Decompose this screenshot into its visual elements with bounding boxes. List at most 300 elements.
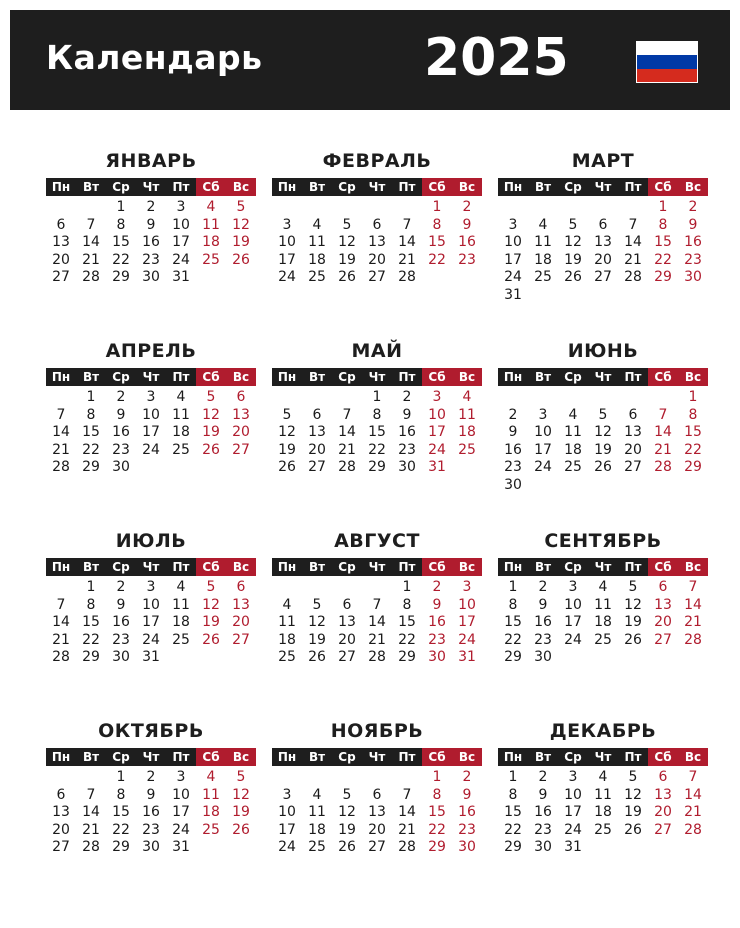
day-cell: 5 — [282, 406, 292, 423]
day-cell: 18 — [202, 234, 220, 250]
day-cell: 10 — [278, 804, 296, 820]
weekday-label: Ср — [332, 748, 362, 766]
day-cell: 21 — [52, 441, 70, 458]
day-cell: 7 — [342, 406, 352, 423]
weekday-header — [272, 748, 482, 766]
month-name: ЯНВАРЬ — [105, 150, 197, 172]
day-cell: 15 — [82, 614, 100, 630]
day-cell: 2 — [508, 406, 518, 423]
day-cell: 31 — [458, 649, 476, 665]
weekday-header — [272, 178, 482, 196]
day-cell: 17 — [278, 251, 296, 268]
day-cell: 30 — [142, 839, 160, 855]
weekday-label: Вт — [302, 558, 332, 576]
day-cell: 12 — [232, 216, 250, 233]
month-name: МАЙ — [351, 340, 403, 362]
day-cell: 9 — [116, 406, 126, 423]
day-cell: 28 — [338, 459, 356, 475]
month-block — [46, 338, 256, 528]
day-cell: 6 — [236, 389, 246, 405]
day-cell: 26 — [338, 269, 356, 285]
day-cell: 31 — [504, 286, 522, 303]
days-grid — [498, 199, 708, 304]
day-cell: 12 — [202, 596, 220, 613]
weekday-header — [498, 748, 708, 766]
day-cell: 12 — [594, 424, 612, 440]
day-cell: 9 — [538, 596, 548, 613]
day-cell: 24 — [142, 631, 160, 648]
day-cell: 9 — [402, 406, 412, 423]
empty-cell — [332, 199, 362, 217]
day-cell: 30 — [534, 839, 552, 855]
empty-cell — [588, 199, 618, 217]
day-cell: 6 — [598, 216, 608, 233]
day-cell: 16 — [534, 804, 552, 820]
day-cell: 27 — [368, 839, 386, 855]
day-cell: 14 — [82, 804, 100, 820]
day-cell: 6 — [236, 579, 246, 595]
day-cell: 2 — [462, 769, 472, 785]
day-cell: 20 — [232, 614, 250, 630]
day-cell: 18 — [202, 804, 220, 820]
day-cell: 19 — [232, 804, 250, 820]
weekday-label: Пн — [498, 368, 528, 386]
flag-stripe-white — [637, 42, 697, 55]
day-cell: 17 — [172, 234, 190, 250]
weekday-label: Пн — [272, 368, 302, 386]
days-grid — [46, 769, 256, 857]
weekday-label: Пт — [392, 368, 422, 386]
day-cell: 14 — [398, 234, 416, 250]
day-cell: 10 — [564, 596, 582, 613]
day-cell: 24 — [428, 441, 446, 458]
weekday-header — [272, 558, 482, 576]
day-cell: 24 — [172, 821, 190, 838]
weekday-header — [46, 178, 256, 196]
weekday-header — [46, 368, 256, 386]
day-cell: 3 — [146, 579, 156, 595]
header-bar — [10, 10, 730, 110]
weekday-label: Вт — [302, 368, 332, 386]
empty-cell — [272, 769, 302, 787]
month-block — [46, 528, 256, 718]
day-cell: 6 — [628, 406, 638, 423]
day-cell: 6 — [342, 596, 352, 613]
day-cell: 30 — [112, 459, 130, 475]
day-cell: 21 — [624, 251, 642, 268]
day-cell: 13 — [368, 234, 386, 250]
day-cell: 10 — [172, 216, 190, 233]
day-cell: 27 — [624, 459, 642, 475]
day-cell: 12 — [338, 804, 356, 820]
weekday-label: Чт — [588, 368, 618, 386]
weekday-label: Пн — [498, 178, 528, 196]
empty-cell — [76, 199, 106, 217]
day-cell: 14 — [368, 614, 386, 630]
day-cell: 10 — [142, 406, 160, 423]
day-cell: 1 — [508, 769, 518, 785]
day-cell: 19 — [202, 614, 220, 630]
day-cell: 3 — [176, 199, 186, 215]
empty-cell — [46, 389, 76, 407]
weekday-label: Чт — [362, 368, 392, 386]
day-cell: 29 — [684, 459, 702, 475]
empty-cell — [648, 389, 678, 407]
day-cell: 15 — [398, 614, 416, 630]
weekday-label: Чт — [588, 748, 618, 766]
day-cell: 1 — [432, 199, 442, 215]
day-cell: 26 — [308, 649, 326, 665]
day-cell: 16 — [458, 804, 476, 820]
day-cell: 25 — [308, 839, 326, 855]
weekday-label: Вт — [528, 748, 558, 766]
day-cell: 17 — [534, 441, 552, 458]
weekday-label: Пн — [498, 748, 528, 766]
flag-stripe-red — [637, 69, 697, 82]
day-cell: 5 — [568, 216, 578, 233]
day-cell: 9 — [146, 786, 156, 803]
weekday-label: Вс — [452, 558, 482, 576]
day-cell: 17 — [142, 424, 160, 440]
month-name: МАРТ — [571, 150, 635, 172]
day-cell: 10 — [458, 596, 476, 613]
day-cell: 19 — [338, 251, 356, 268]
month-block — [272, 718, 482, 908]
weekday-label: Пн — [46, 368, 76, 386]
days-grid — [498, 769, 708, 857]
day-cell: 26 — [202, 441, 220, 458]
weekday-label: Чт — [588, 178, 618, 196]
month-name: АВГУСТ — [334, 530, 420, 552]
empty-cell — [302, 769, 332, 787]
day-cell: 14 — [82, 234, 100, 250]
day-cell: 4 — [176, 579, 186, 595]
empty-cell — [76, 769, 106, 787]
empty-cell — [558, 389, 588, 407]
day-cell: 15 — [428, 804, 446, 820]
russia-flag-icon — [636, 41, 698, 83]
day-cell: 4 — [176, 389, 186, 405]
day-cell: 3 — [176, 769, 186, 785]
weekday-label: Вс — [678, 558, 708, 576]
empty-cell — [302, 389, 332, 407]
day-cell: 1 — [508, 579, 518, 595]
day-cell: 17 — [504, 251, 522, 268]
day-cell: 27 — [594, 269, 612, 285]
day-cell: 17 — [172, 804, 190, 820]
day-cell: 5 — [342, 216, 352, 233]
day-cell: 11 — [594, 786, 612, 803]
day-cell: 10 — [504, 234, 522, 250]
weekday-label: Чт — [362, 558, 392, 576]
day-cell: 20 — [368, 821, 386, 838]
day-cell: 6 — [372, 786, 382, 803]
weekday-label: Вт — [528, 178, 558, 196]
day-cell: 21 — [82, 251, 100, 268]
days-grid — [272, 199, 482, 287]
empty-cell — [362, 579, 392, 597]
day-cell: 18 — [534, 251, 552, 268]
weekday-label: Сб — [422, 748, 452, 766]
day-cell: 4 — [598, 579, 608, 595]
day-cell: 19 — [564, 251, 582, 268]
day-cell: 25 — [594, 631, 612, 648]
day-cell: 13 — [624, 424, 642, 440]
day-cell: 28 — [398, 269, 416, 285]
day-cell: 22 — [504, 821, 522, 838]
day-cell: 13 — [232, 406, 250, 423]
day-cell: 8 — [86, 406, 96, 423]
day-cell: 17 — [428, 424, 446, 440]
day-cell: 29 — [504, 839, 522, 855]
day-cell: 24 — [278, 839, 296, 855]
day-cell: 13 — [308, 424, 326, 440]
day-cell: 20 — [624, 441, 642, 458]
day-cell: 8 — [508, 596, 518, 613]
weekday-label: Чт — [362, 748, 392, 766]
day-cell: 23 — [142, 251, 160, 268]
day-cell: 5 — [312, 596, 322, 613]
day-cell: 21 — [398, 251, 416, 268]
empty-cell — [362, 769, 392, 787]
day-cell: 23 — [112, 631, 130, 648]
day-cell: 14 — [684, 786, 702, 803]
day-cell: 8 — [688, 406, 698, 423]
day-cell: 22 — [428, 821, 446, 838]
day-cell: 7 — [658, 406, 668, 423]
weekday-label: Пт — [618, 368, 648, 386]
day-cell: 19 — [594, 441, 612, 458]
day-cell: 7 — [56, 406, 66, 423]
empty-cell — [272, 389, 302, 407]
day-cell: 7 — [372, 596, 382, 613]
day-cell: 21 — [368, 631, 386, 648]
day-cell: 2 — [402, 389, 412, 405]
days-grid — [498, 579, 708, 667]
day-cell: 15 — [112, 804, 130, 820]
weekday-label: Ср — [332, 178, 362, 196]
day-cell: 18 — [308, 821, 326, 838]
day-cell: 11 — [564, 424, 582, 440]
day-cell: 1 — [86, 389, 96, 405]
month-block — [46, 718, 256, 908]
weekday-label: Пт — [392, 748, 422, 766]
weekday-label: Пт — [166, 748, 196, 766]
day-cell: 28 — [684, 821, 702, 838]
day-cell: 25 — [308, 269, 326, 285]
day-cell: 27 — [52, 839, 70, 855]
empty-cell — [272, 579, 302, 597]
weekday-label: Пн — [46, 558, 76, 576]
day-cell: 14 — [684, 596, 702, 613]
day-cell: 19 — [278, 441, 296, 458]
weekday-label: Ср — [106, 368, 136, 386]
day-cell: 23 — [458, 821, 476, 838]
day-cell: 21 — [82, 821, 100, 838]
empty-cell — [498, 199, 528, 217]
day-cell: 2 — [538, 579, 548, 595]
day-cell: 29 — [112, 269, 130, 285]
day-cell: 28 — [82, 839, 100, 855]
day-cell: 31 — [428, 459, 446, 475]
weekday-header — [498, 178, 708, 196]
day-cell: 11 — [278, 614, 296, 630]
day-cell: 11 — [458, 406, 476, 423]
day-cell: 7 — [402, 786, 412, 803]
day-cell: 14 — [338, 424, 356, 440]
day-cell: 2 — [688, 199, 698, 215]
weekday-label: Пт — [166, 178, 196, 196]
day-cell: 5 — [342, 786, 352, 803]
weekday-label: Вт — [528, 368, 558, 386]
day-cell: 1 — [432, 769, 442, 785]
month-name: ДЕКАБРЬ — [549, 720, 657, 742]
day-cell: 13 — [52, 234, 70, 250]
weekday-header — [46, 558, 256, 576]
day-cell: 4 — [568, 406, 578, 423]
weekday-label: Пн — [272, 178, 302, 196]
day-cell: 12 — [624, 596, 642, 613]
day-cell: 20 — [654, 614, 672, 630]
day-cell: 8 — [116, 786, 126, 803]
day-cell: 26 — [232, 821, 250, 838]
day-cell: 22 — [368, 441, 386, 458]
empty-cell — [272, 199, 302, 217]
day-cell: 7 — [402, 216, 412, 233]
month-block — [498, 148, 708, 338]
day-cell: 4 — [538, 216, 548, 233]
weekday-label: Вт — [302, 748, 332, 766]
weekday-label: Вс — [226, 558, 256, 576]
day-cell: 6 — [372, 216, 382, 233]
day-cell: 16 — [534, 614, 552, 630]
day-cell: 13 — [654, 596, 672, 613]
weekday-label: Пн — [46, 178, 76, 196]
empty-cell — [528, 389, 558, 407]
weekday-label: Сб — [196, 368, 226, 386]
day-cell: 18 — [172, 424, 190, 440]
weekday-label: Вс — [226, 178, 256, 196]
day-cell: 30 — [534, 649, 552, 665]
day-cell: 15 — [82, 424, 100, 440]
day-cell: 10 — [172, 786, 190, 803]
day-cell: 30 — [504, 476, 522, 493]
day-cell: 19 — [338, 821, 356, 838]
day-cell: 23 — [398, 441, 416, 458]
weekday-label: Вс — [226, 748, 256, 766]
day-cell: 14 — [52, 614, 70, 630]
day-cell: 28 — [52, 649, 70, 665]
days-grid — [272, 389, 482, 477]
day-cell: 23 — [112, 441, 130, 458]
day-cell: 8 — [508, 786, 518, 803]
empty-cell — [618, 199, 648, 217]
day-cell: 27 — [654, 631, 672, 648]
day-cell: 30 — [112, 649, 130, 665]
weekday-label: Вт — [76, 368, 106, 386]
empty-cell — [46, 199, 76, 217]
day-cell: 13 — [52, 804, 70, 820]
day-cell: 2 — [146, 769, 156, 785]
day-cell: 31 — [564, 839, 582, 855]
weekday-label: Сб — [422, 368, 452, 386]
day-cell: 3 — [462, 579, 472, 595]
day-cell: 26 — [338, 839, 356, 855]
day-cell: 29 — [82, 649, 100, 665]
day-cell: 18 — [564, 441, 582, 458]
day-cell: 1 — [402, 579, 412, 595]
day-cell: 6 — [658, 579, 668, 595]
day-cell: 30 — [142, 269, 160, 285]
day-cell: 4 — [598, 769, 608, 785]
day-cell: 9 — [462, 786, 472, 803]
day-cell: 3 — [146, 389, 156, 405]
day-cell: 11 — [308, 234, 326, 250]
weekday-label: Сб — [196, 178, 226, 196]
day-cell: 12 — [202, 406, 220, 423]
month-name: СЕНТЯБРЬ — [544, 530, 662, 552]
weekday-label: Ср — [558, 748, 588, 766]
day-cell: 15 — [684, 424, 702, 440]
weekday-label: Чт — [588, 558, 618, 576]
day-cell: 25 — [594, 821, 612, 838]
day-cell: 25 — [172, 441, 190, 458]
days-grid — [272, 769, 482, 857]
day-cell: 18 — [172, 614, 190, 630]
day-cell: 28 — [398, 839, 416, 855]
weekday-label: Сб — [648, 368, 678, 386]
weekday-label: Вс — [452, 748, 482, 766]
weekday-label: Чт — [362, 178, 392, 196]
day-cell: 3 — [568, 579, 578, 595]
day-cell: 1 — [658, 199, 668, 215]
day-cell: 21 — [684, 804, 702, 820]
day-cell: 20 — [52, 821, 70, 838]
day-cell: 17 — [278, 821, 296, 838]
empty-cell — [332, 579, 362, 597]
days-grid — [46, 199, 256, 287]
empty-cell — [332, 769, 362, 787]
month-block — [272, 148, 482, 338]
day-cell: 24 — [564, 631, 582, 648]
day-cell: 8 — [432, 786, 442, 803]
day-cell: 7 — [628, 216, 638, 233]
day-cell: 2 — [538, 769, 548, 785]
day-cell: 11 — [534, 234, 552, 250]
day-cell: 24 — [172, 251, 190, 268]
day-cell: 27 — [338, 649, 356, 665]
day-cell: 9 — [538, 786, 548, 803]
day-cell: 8 — [658, 216, 668, 233]
day-cell: 20 — [338, 631, 356, 648]
weekday-label: Пт — [618, 558, 648, 576]
day-cell: 22 — [82, 631, 100, 648]
day-cell: 27 — [232, 631, 250, 648]
day-cell: 12 — [278, 424, 296, 440]
days-grid — [272, 579, 482, 667]
day-cell: 16 — [112, 614, 130, 630]
empty-cell — [302, 579, 332, 597]
day-cell: 4 — [282, 596, 292, 613]
day-cell: 2 — [146, 199, 156, 215]
day-cell: 1 — [688, 389, 698, 405]
day-cell: 22 — [112, 251, 130, 268]
page-title: Календарь — [46, 38, 263, 77]
day-cell: 12 — [338, 234, 356, 250]
weekday-label: Пт — [618, 748, 648, 766]
day-cell: 3 — [282, 786, 292, 803]
day-cell: 22 — [504, 631, 522, 648]
